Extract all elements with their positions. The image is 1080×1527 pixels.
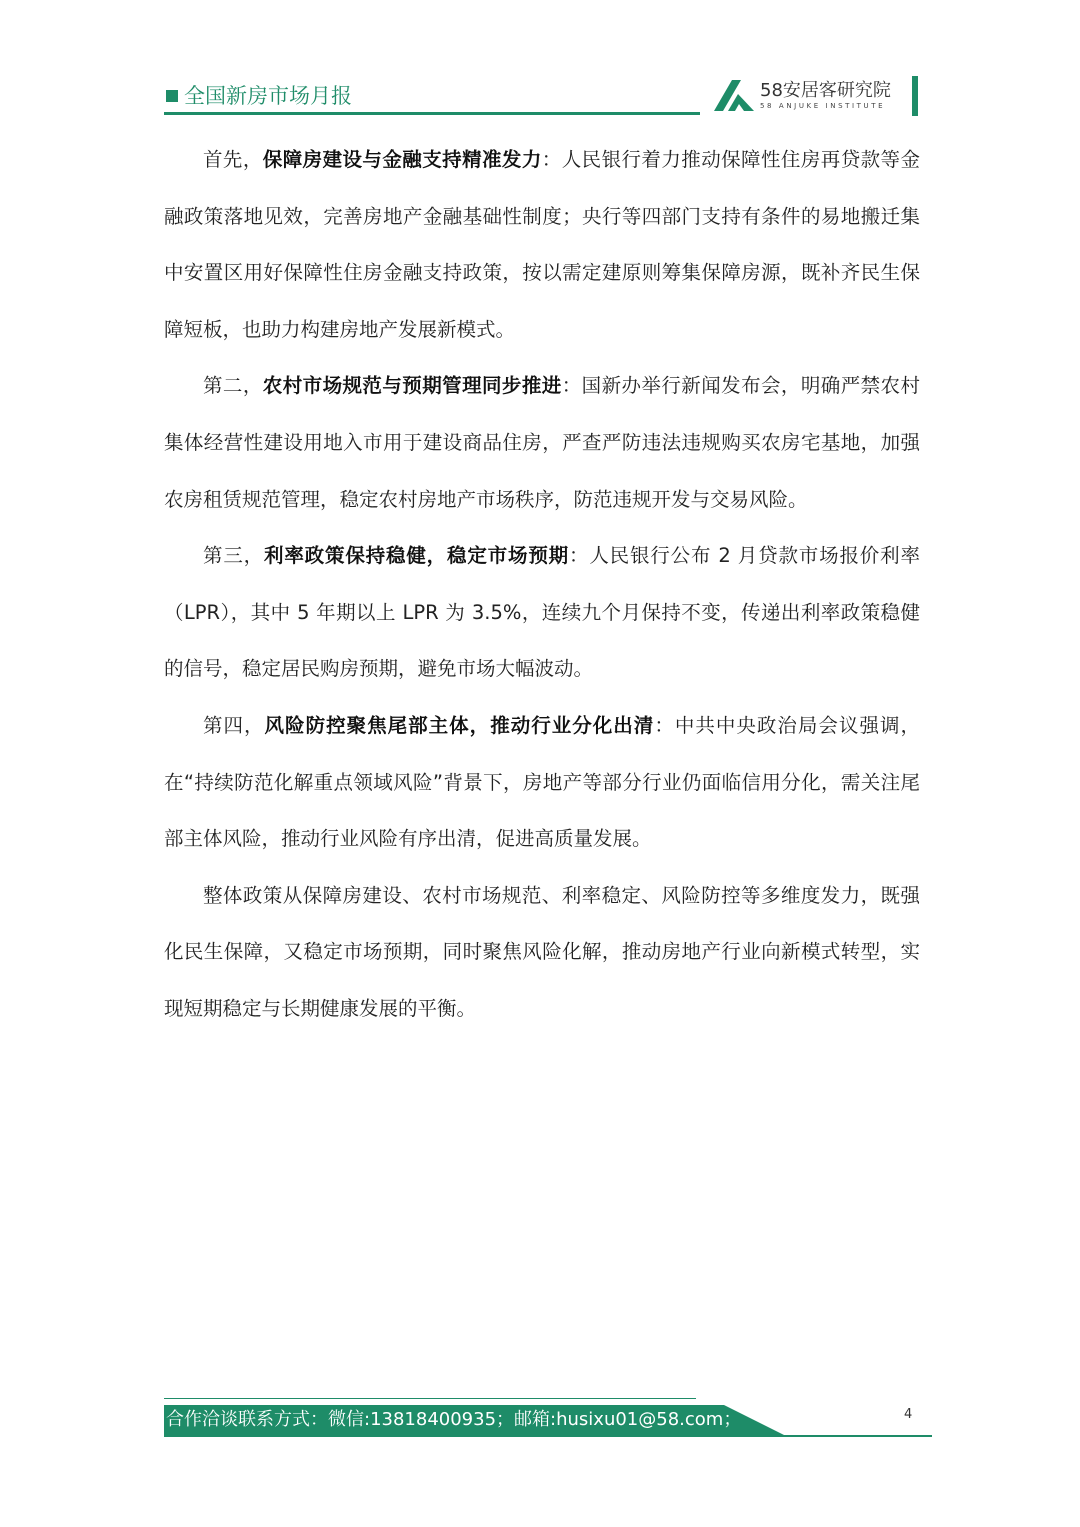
report-body: [164, 132, 920, 1038]
report-title: 全国新房市场月报: [184, 84, 352, 108]
paragraph-bold-heading: 保障房建设与金融支持精准发力: [262, 148, 542, 171]
paragraph-text: ：人民银行着力推动保障性住房再贷款等金融政策落地见效，完善房地产金融基础性制度；央行等四部门支持有条件的易地搬迁集中安置区用好保障性住房金融支持政策，按以需定建原则筹集保障房源，既补齐民生保障短板，也助力构建房地产发展新模式。: [164, 148, 920, 341]
page-header: [0, 0, 1080, 130]
paragraph-fourth: [164, 698, 920, 868]
paragraph-bold-heading: 风险防控聚焦尾部主体，推动行业分化出清: [264, 713, 655, 737]
paragraph-lead: 第四，: [203, 713, 265, 737]
paragraph-first: [164, 132, 920, 358]
paragraph-bold-heading: 利率政策保持稳健，稳定市场预期: [264, 544, 569, 568]
paragraph-text: ：人民银行公布 2 月贷款市场报价利率（LPR），其中 5 年期以上 LPR 为 3.5%，连续九个月保持不变，传递出利率政策稳健的信号，稳定居民购房预期，避免市场大幅波动。: [164, 544, 920, 681]
logo-accent-bar: [912, 76, 918, 116]
header-divider: [164, 112, 700, 115]
logo-name: 58安居客研究院: [760, 80, 891, 101]
paragraph-second: [164, 358, 920, 528]
footer-bottom-divider: [164, 1435, 932, 1437]
paragraph-text: 整体政策从保障房建设、农村市场规范、利率稳定、风险防控等多维度发力，既强化民生保障，又稳定市场预期，同时聚焦风险化解，推动房地产行业向新模式转型，实现短期稳定与长期健康发展的平衡。: [164, 883, 920, 1020]
paragraph-lead: 首先，: [203, 148, 263, 171]
paragraph-summary: [164, 868, 920, 1038]
logo-english-name: 58 ANJUKE INSTITUTE: [760, 102, 886, 110]
footer-contact-text: 合作洽谈联系方式：微信:13818400935；邮箱:husixu01@58.com；: [166, 1409, 742, 1430]
paragraph-text: ：中共中央政治局会议强调，在“持续防范化解重点领域风险”背景下，房地产等部分行业仍面临信用分化，需关注尾部主体风险，推动行业风险有序出清，促进高质量发展。: [164, 713, 920, 851]
paragraph-lead: 第三，: [203, 544, 264, 568]
footer-top-divider: [164, 1398, 696, 1399]
anjuke-triangle-logo-icon: [714, 80, 754, 112]
square-marker-icon: [166, 90, 178, 102]
paragraph-bold-heading: 农村市场规范与预期管理同步推进: [262, 374, 562, 398]
paragraph-lead: 第二，: [203, 374, 263, 398]
page-number: 4: [904, 1407, 913, 1422]
paragraph-third: [164, 528, 920, 698]
paragraph-text: ：国新办举行新闻发布会，明确严禁农村集体经营性建设用地入市用于建设商品住房，严查严防违法违规购买农房宅基地，加强农房租赁规范管理，稳定农村房地产市场秩序，防范违规开发与交易风险。: [164, 374, 920, 511]
